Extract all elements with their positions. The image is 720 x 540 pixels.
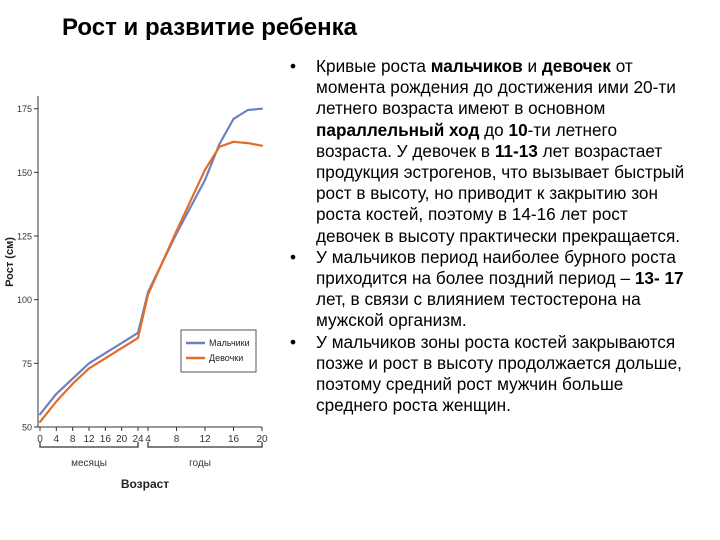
legend-box xyxy=(181,330,256,372)
x-tick-label: 4 xyxy=(145,434,151,445)
x-tick-label: 16 xyxy=(227,434,240,445)
legend xyxy=(181,330,256,372)
y-tick-label: 100 xyxy=(16,295,32,306)
x-tick-label: 12 xyxy=(199,434,211,445)
y-tick-label: 150 xyxy=(16,167,32,178)
page-title: Рост и развитие ребенка xyxy=(62,14,357,41)
x-tick-label: 0 xyxy=(37,434,43,445)
bullet-item: • У мальчиков зоны роста костей закрываются позже и рост в высоту продолжается дольше, поэтому средний рост мужчин больше среднего роста женщин. xyxy=(284,332,696,417)
x-tick-label: 20 xyxy=(256,434,268,445)
x-group-label-years: годы xyxy=(189,458,211,469)
bullet-item: • У мальчиков период наиболее бурного роста приходится на более поздний период – 13- 17 лет, в связи с влиянием тестостерона на мужской организм. xyxy=(284,247,696,332)
y-axis-label: Рост (см) xyxy=(4,237,16,287)
x-tick-label: 24 xyxy=(132,434,144,445)
x-tick-label: 4 xyxy=(53,434,60,445)
legend-label-boys: Мальчики xyxy=(209,338,250,348)
x-group-brackets xyxy=(40,442,262,469)
y-tick-label: 125 xyxy=(16,231,32,242)
x-tick-label: 8 xyxy=(69,434,76,445)
legend-label-girls: Девочки xyxy=(209,353,244,363)
x-tick-label: 8 xyxy=(173,434,180,445)
y-axis xyxy=(4,96,38,427)
bullet-list xyxy=(284,56,696,416)
series-line-girls xyxy=(40,142,262,422)
x-tick-label: 16 xyxy=(99,434,111,445)
x-tick-label: 12 xyxy=(83,434,95,445)
growth-chart xyxy=(0,92,280,502)
y-tick-label: 75 xyxy=(21,358,32,369)
bullet-item: • Кривые роста мальчиков и девочек от момента рождения до достижения ими 20-ти летнего возраста имеют в основном параллельный ход до 10-ти летнего возраста. У девочек в 11-13 лет возрастает продукция эстрогенов, что вызывает быстрый рост в высоту, но приводит к закрытию зон роста костей, поэтому в 14-16 лет рост девочек в высоту практически прекращается. xyxy=(284,56,696,247)
x-axis-label: Возраст xyxy=(120,477,170,491)
x-tick-label: 20 xyxy=(116,434,128,445)
x-group-label-months: месяцы xyxy=(71,458,107,469)
y-tick-label: 175 xyxy=(16,104,32,115)
y-tick-label: 50 xyxy=(21,422,32,433)
